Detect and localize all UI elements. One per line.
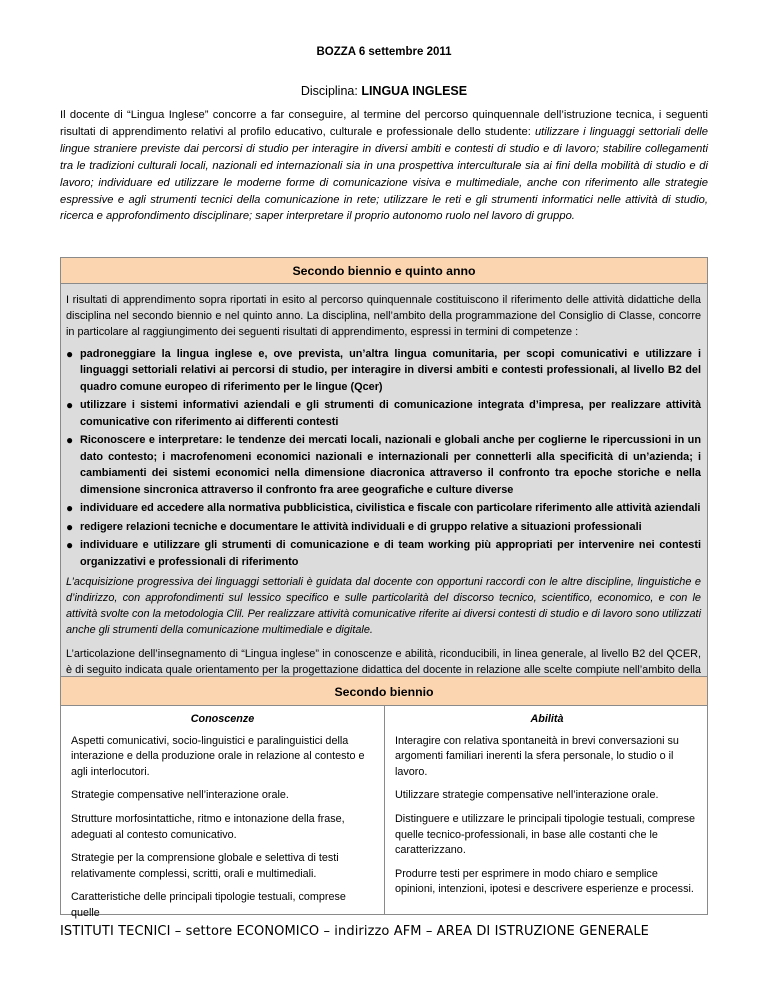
bullet-icon: ● (66, 519, 74, 534)
clil-paragraph: L’acquisizione progressiva dei linguaggi settoriali è guidata dal docente con opportuni raccordi con le altre discipline, linguistiche e d’indirizzo, con approfondimenti sul lessico specifico e sulle particolarità del discorso tecnico, scientifico, economico, e con le attività svolte con la metodologia Clil. Per realizzare attività comunicative riferite ai diversi contesti di studio e di lavoro sono utilizzati anche gli strumenti della comunicazione multimediale e digitale. (66, 576, 701, 637)
knowledge-column (61, 706, 385, 919)
competence-text: utilizzare i sistemi informativi aziendali e gli strumenti di comunicazione integrata d’impresa, per realizzare attività comunicative con riferimento ai differenti contesti (80, 399, 701, 428)
bullet-icon: ● (66, 398, 74, 413)
skills-column (385, 706, 709, 914)
knowledge-skills-table (60, 705, 708, 919)
bullet-icon: ● (66, 501, 74, 516)
table-cell: Produrre testi per esprimere in modo chiaro e semplice opinioni, intenzioni, ipotesi e descrivere esperienze e processi. (395, 867, 694, 896)
competence-text: individuare ed accedere alla normativa pubblicistica, civilistica e fiscale con particolare riferimento alle attività aziendali (80, 502, 701, 515)
competences-panel (60, 283, 708, 677)
intro-paragraph (60, 107, 708, 225)
bullet-icon: ● (66, 347, 74, 361)
table-cell: Strutture morfosintattiche, ritmo e intonazione della frase, adeguati al contesto comunicativo. (71, 812, 345, 841)
knowledge-header: Conoscenze (190, 713, 255, 725)
competences-lead: I risultati di apprendimento sopra riportati in esito al percorso quinquennale costituiscono il riferimento delle attività didattiche della disciplina nel secondo biennio e nel quinto anno. La disciplina, nell’ambito della programmazione del Consiglio di Classe, concorre in particolare al raggiungimento dei seguenti risultati di apprendimento, espressi in termini di competenze : (66, 294, 701, 338)
bullet-icon: ● (66, 538, 74, 553)
table-cell: Strategie per la comprensione globale e selettiva di testi relativamente complessi, scritti, orali e multimediali. (71, 852, 339, 880)
articulation-paragraph: L’articolazione dell’insegnamento di “Lingua inglese” in conoscenze e abilità, riconducibili, in linea generale, al livello B2 del QCER, è di seguito indicata quale orientamento per la progettazione didattica del docente in relazione alle scelte compiute nell’ambito della (66, 648, 701, 677)
discipline-name: LINGUA INGLESE (361, 84, 468, 98)
intro-text: Il docente di “Lingua Inglese” concorre a far conseguire, al termine del percorso quinquennale dell’istruzione tecnica, i seguenti risultati di apprendimento relativi al profilo educativo, culturale e professionale dello studente: (60, 109, 708, 138)
table-cell: Interagire con relativa spontaneità in brevi conversazioni su argomenti familiari inerenti la sfera personale, lo studio o il lavoro. (395, 734, 679, 778)
list-item (66, 537, 701, 570)
page-footer: ISTITUTI TECNICI – settore ECONOMICO – indirizzo AFM – AREA DI ISTRUZIONE GENERALE (60, 924, 649, 939)
list-item (66, 500, 701, 516)
competence-text: Riconoscere e interpretare: le tendenze dei mercati locali, nazionali e globali anche per coglierne le ripercussioni in un dato contesto; i macrofenomeni economici nazionali e internazionali per connetterli alla specificità di un’azienda; i cambiamenti dei sistemi economici nella dimensione diacronica attraverso il confronto tra epoche storiche e nella dimensione sincronica attraverso il confronto fra aree geografiche e culture diverse (80, 434, 701, 496)
discipline-prefix: Disciplina: (300, 84, 362, 98)
discipline-title (0, 84, 768, 98)
draft-date-label: BOZZA 6 settembre 2011 (316, 46, 452, 58)
skills-header: Abilità (530, 713, 564, 725)
bullet-icon: ● (66, 433, 74, 448)
list-item (66, 397, 701, 430)
intro-learning-outcomes: utilizzare i linguaggi settoriali delle lingue straniere previste dai percorsi di studio per interagire in diversi ambiti e contesti di studio e di lavoro; stabilire collegamenti tra le tradizioni culturali locali, nazionali ed internazionali sia in una prospettiva interculturale sia ai fini della mobilità di studio e di lavoro; individuare ed utilizzare le moderne forme di comunicazione visiva e multimediale, anche con riferimento alle strategie espressive e agli strumenti tecnici della comunicazione in rete; utilizzare le reti e gli strumenti informatici nelle attività di studio, ricerca e approfondimento disciplinare; saper interpretare il proprio autonomo ruolo nel lavoro di gruppo. (60, 125, 708, 223)
section-header-secondo-biennio-quinto-anno: Secondo biennio e quinto anno (60, 257, 708, 284)
competence-text: redigere relazioni tecniche e documentare le attività individuali e di gruppo relative a situazioni professionali (80, 520, 642, 533)
table-cell: Strategie compensative nell’interazione orale. (71, 789, 289, 802)
competence-text: individuare e utilizzare gli strumenti di comunicazione e di team working più appropriati per intervenire nei contesti organizzativi e professionali di riferimento (80, 539, 701, 568)
table-cell: Caratteristiche delle principali tipologie testuali, comprese quelle (71, 891, 346, 919)
table-cell: Aspetti comunicativi, socio-linguistici e paralinguistici della interazione e della produzione orale in relazione al contesto e agli interlocutori. (71, 734, 365, 778)
list-item (66, 346, 701, 395)
section-header-secondo-biennio: Secondo biennio (60, 676, 708, 706)
competence-text: padroneggiare la lingua inglese e, ove prevista, un’altra lingua comunitaria, per scopi comunicativi e utilizzare i linguaggi settoriali relativi ai percorsi di studio, per interagire in diversi ambiti e contesti professionali, al livello B2 del quadro comune europeo di riferimento per le lingue (Qcer) (80, 348, 701, 393)
table-cell: Distinguere e utilizzare le principali tipologie testuali, comprese quelle tecnico-professionali, in base alle costanti che le caratterizzano. (395, 812, 696, 857)
list-item (66, 519, 701, 535)
table-cell: Utilizzare strategie compensative nell’interazione orale. (395, 789, 659, 802)
competences-list (66, 346, 701, 570)
list-item (66, 432, 701, 498)
